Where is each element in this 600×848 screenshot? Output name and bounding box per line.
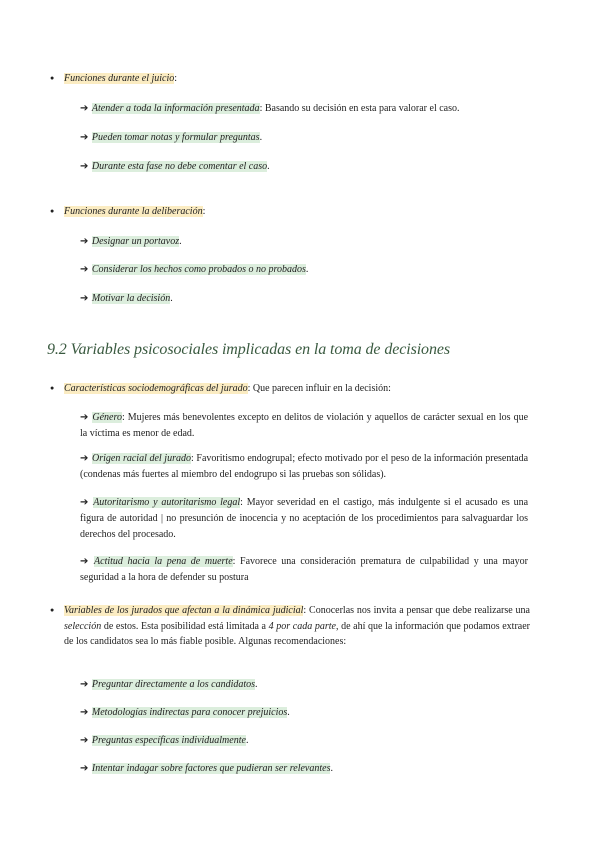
- item-text: .: [259, 132, 263, 143]
- arrow-icon: ➔: [80, 707, 89, 718]
- item-label: Atender a toda la información presentada: [91, 103, 260, 114]
- arrow-icon: ➔: [80, 453, 89, 464]
- arrow-icon: ➔: [80, 679, 89, 690]
- list-item: [80, 410, 528, 442]
- item-label: Pueden tomar notas y formular preguntas: [91, 132, 260, 143]
- item-text: .: [287, 707, 290, 718]
- item-label: Considerar los hechos como probados o no probados: [91, 264, 306, 275]
- item-text: : Basando su decisión en esta para valorar el caso.: [259, 103, 460, 114]
- arrow-icon: ➔: [80, 264, 89, 275]
- item-label: Preguntas específicas individualmente: [91, 735, 246, 746]
- bullet-funciones-deliberacion: [64, 204, 530, 220]
- arrow-icon: ➔: [80, 497, 89, 508]
- item-text: .: [305, 264, 309, 275]
- bullet-title: Funciones durante la deliberación: [64, 206, 203, 217]
- arrow-icon: ➔: [80, 236, 89, 247]
- item-text: : Favoritismo endogrupal; efecto motivado por el peso de la información presentada (condenas más fuertes al miembro del endogrupo si las pruebas son sólidas).: [80, 453, 529, 480]
- bullet-text: : Que parecen influir en la decisión:: [247, 383, 391, 394]
- bullet-text-a: : Conocerlas nos invita a pensar que debe realizarse una: [303, 605, 530, 616]
- item-text: : Favorece una consideración prematura de culpabilidad y una mayor seguridad a la hora de defender su postura: [80, 556, 528, 583]
- item-text: .: [179, 236, 182, 247]
- arrow-icon: ➔: [80, 735, 89, 746]
- list-item: [80, 130, 528, 146]
- item-label: Durante esta fase no debe comentar el caso: [91, 161, 268, 172]
- bullet-title: Características sociodemográficas del jurado: [64, 383, 248, 394]
- list-item: [80, 291, 528, 307]
- section-heading: 9.2 Variables psicosociales implicadas en la toma de decisiones: [47, 341, 450, 358]
- item-label: Intentar indagar sobre factores que pudieran ser relevantes: [91, 763, 331, 774]
- list-item: [80, 554, 528, 586]
- item-text: .: [245, 735, 249, 746]
- item-label: Actitud hacia la pena de muerte: [94, 556, 233, 567]
- list-item: [80, 761, 528, 777]
- bullet-title: Variables de los jurados que afectan a la dinámica judicial: [64, 605, 304, 616]
- bullet-text-c: de estos. Esta posibilidad está limitada a: [101, 620, 269, 632]
- item-label: Género: [92, 412, 123, 423]
- item-label: Motivar la decisión: [91, 293, 171, 304]
- list-item: [80, 262, 528, 278]
- arrow-icon: ➔: [80, 556, 89, 567]
- arrow-icon: ➔: [80, 293, 89, 304]
- list-item: [80, 234, 528, 250]
- item-label: Preguntar directamente a los candidatos: [91, 679, 256, 690]
- item-label: Designar un portavoz: [91, 236, 180, 247]
- item-text: .: [170, 293, 173, 304]
- bullet-funciones-juicio: [64, 71, 530, 87]
- bullet-text-d: 4 por cada parte: [268, 620, 336, 632]
- item-text: .: [267, 161, 270, 172]
- list-item: [80, 159, 528, 175]
- arrow-icon: ➔: [80, 132, 89, 143]
- item-text: : Mayor severidad en el castigo, más indulgente si el acusado es una figura de autoridad | no presunción de inocencia y no aceptación de los procedimientos para salvaguardar los derechos del procesado.: [80, 497, 529, 540]
- list-item: [80, 705, 528, 721]
- bullet-text-b: selección: [64, 620, 102, 632]
- arrow-icon: ➔: [80, 103, 89, 114]
- item-label: Autoritarismo y autoritarismo legal: [93, 497, 241, 508]
- item-text: .: [330, 763, 333, 774]
- list-item: [80, 495, 528, 543]
- bullet-caracteristicas: [64, 381, 530, 397]
- bullet-colon: :: [202, 206, 206, 217]
- arrow-icon: ➔: [80, 412, 89, 423]
- bullet-title: Funciones durante el juicio: [64, 73, 175, 84]
- item-text: : Mujeres más benevolentes excepto en delitos de violación y aquellos de carácter sexual en los que la víctima es menor de edad.: [80, 412, 529, 439]
- list-item: [80, 677, 528, 693]
- arrow-icon: ➔: [80, 763, 89, 774]
- list-item: [80, 733, 528, 749]
- list-item: [80, 451, 528, 483]
- list-item: [80, 101, 528, 117]
- item-text: .: [255, 679, 258, 690]
- bullet-text-e: , de ahí que la información que podamos extraer de los candidatos sea lo más fiable posible. Algunas recomendaciones:: [64, 620, 530, 647]
- item-label: Metodologías indirectas para conocer prejuicios: [91, 707, 288, 718]
- bullet-colon: :: [174, 73, 178, 84]
- arrow-icon: ➔: [80, 161, 89, 172]
- item-label: Origen racial del jurado: [92, 453, 191, 464]
- bullet-variables-jurados: [64, 603, 530, 650]
